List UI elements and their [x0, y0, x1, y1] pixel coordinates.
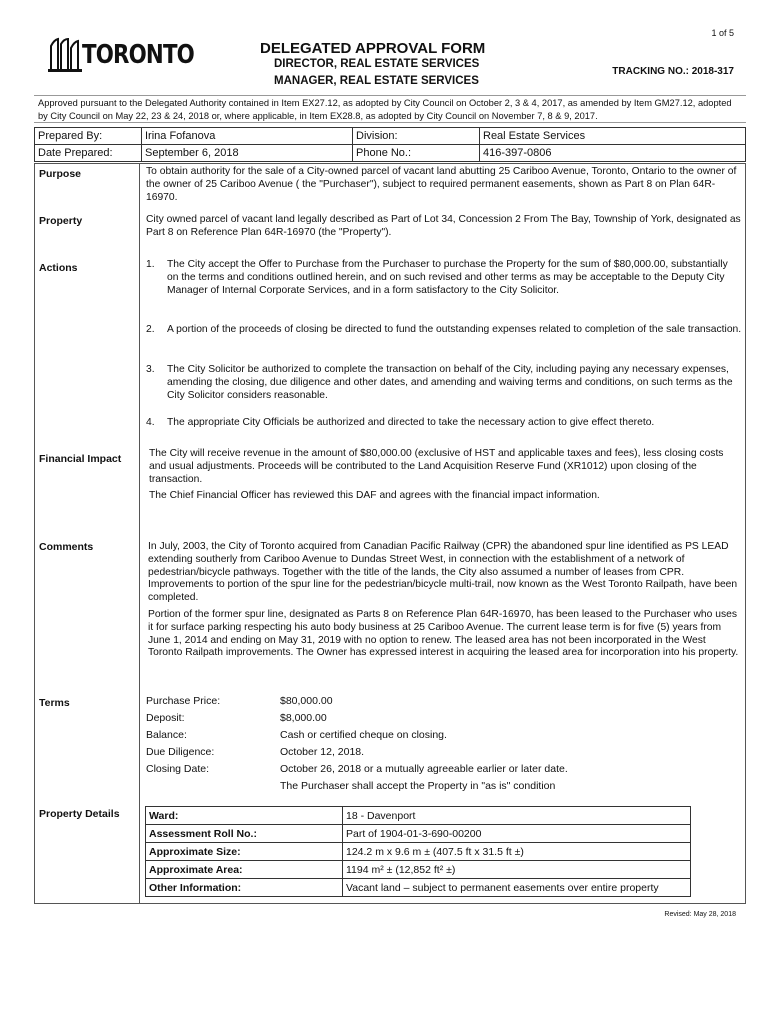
- term-value: $80,000.00: [280, 695, 333, 707]
- revised-date: Revised: May 28, 2018: [664, 911, 736, 918]
- action-item-1: [146, 259, 742, 297]
- purpose-text: To obtain authority for the sale of a City-owned parcel of vacant land abutting 25 Cariboo Avenue, Toronto, Ontario to the owner of the owner of 25 Cariboo Avenue ( the "Purchaser"), subject to required permanent easements, shown as Part 8 on Plan 64R-16970.: [146, 166, 737, 203]
- detail-value: 124.2 m x 9.6 m ± (407.5 ft x 31.5 ft ±): [343, 843, 691, 861]
- action-text: A portion of the proceeds of closing be directed to fund the outstanding expenses related to completion of the sale transaction.: [167, 324, 742, 335]
- comments-paragraph: Portion of the former spur line, designated as Parts 8 on Reference Plan 64R-16970, has been leased to the Purchaser who uses it for surface parking respecting his auto body business at 25 Cariboo Avenue. The current lease term is for five (5) years from June 1, 2014 and ending on May 31, 2019 with no option to renew. The leased area has not been incorporated in the West Toronto Railpath improvements. The Owner has expressed interest in acquiring the leased area for incorporation into his property.: [148, 608, 739, 659]
- detail-value: 1194 m² ± (12,852 ft² ±): [343, 861, 691, 879]
- term-key: Purchase Price:: [146, 695, 221, 707]
- table-row: [35, 128, 746, 145]
- term-value: October 26, 2018 or a mutually agreeable earlier or later date.: [280, 763, 568, 775]
- financial-impact-label: Financial Impact: [39, 453, 122, 465]
- action-text: The City Solicitor be authorized to complete the transaction on behalf of the City, including paying any necessary expenses, amending the closing, due diligence and other dates, and amending and waiving terms and conditions, on such terms as the City Solicitor considers reasonable.: [167, 364, 733, 401]
- action-number: 4.: [146, 417, 155, 428]
- table-row: [146, 807, 691, 825]
- table-row: [146, 861, 691, 879]
- phone-value: 416-397-0806: [480, 145, 746, 162]
- division-label: Division:: [353, 128, 480, 145]
- action-item-4: [146, 417, 742, 430]
- comments-paragraph: In July, 2003, the City of Toronto acquired from Canadian Pacific Railway (CPR) the abandoned spur line identified as PS LEAD extending southerly from Cariboo Avenue to Dundas Street West, in connection with the establishment of a network of pedestrian/bicycle pathways. Together with the title of the lands, the City also assumed a number of leases from CPR. Improvements to portion of the spur line for the pedestrian/bicycle multi-trail, now known as the West Toronto Railpath, have been completed.: [148, 541, 738, 604]
- comments-text: [148, 541, 742, 660]
- financial-impact-text: [149, 448, 741, 503]
- actions-label: Actions: [39, 262, 78, 274]
- phone-label: Phone No.:: [353, 145, 480, 162]
- term-value: October 12, 2018.: [280, 746, 365, 758]
- property-details-label: Property Details: [39, 808, 120, 820]
- date-prepared-value: September 6, 2018: [142, 145, 353, 162]
- action-number: 2.: [146, 324, 155, 335]
- action-number: 3.: [146, 364, 155, 375]
- tracking-number: TRACKING NO.: 2018-317: [612, 66, 734, 77]
- detail-value: Part of 1904-01-3-690-00200: [343, 825, 691, 843]
- term-key: Due Diligence:: [146, 746, 215, 758]
- comments-label: Comments: [39, 541, 94, 553]
- table-row: [35, 145, 746, 162]
- term-value: $8,000.00: [280, 712, 327, 724]
- toronto-logo: [48, 36, 194, 74]
- detail-key: Ward:: [146, 807, 343, 825]
- column-divider: [139, 164, 140, 903]
- property-text: City owned parcel of vacant land legally described as Part of Lot 34, Concession 2 From The Bay, Township of York, designated as Part 8 on Reference Plan 64R-16970 (the "Property").: [146, 214, 741, 238]
- approval-authority-text: Approved pursuant to the Delegated Authority contained in Item EX27.12, as adopted by City Council on October 2, 3 & 4, 2017, as amended by Item GM27.12, adopted by City Council on May 22, 23 & 24, 2018 or, where applicable, in Item EX28.8, as adopted by City Council on November 7, 8 & 9, 2017.: [34, 95, 746, 123]
- table-row: [146, 825, 691, 843]
- detail-key: Approximate Size:: [146, 843, 343, 861]
- terms-label: Terms: [39, 697, 70, 709]
- detail-value: 18 - Davenport: [343, 807, 691, 825]
- preparer-info-table: [34, 127, 746, 162]
- table-row: [146, 843, 691, 861]
- page-number: 1 of 5: [711, 28, 734, 38]
- financial-paragraph: The Chief Financial Officer has reviewed this DAF and agrees with the financial impact information.: [149, 490, 600, 502]
- action-text: The City accept the Offer to Purchase from the Purchaser to purchase the Property for the sum of $80,000.00, substantially on the terms and conditions outlined herein, and on such revised and other terms as may be acceptable to the Deputy City Manager of Internal Corporate Services, and in a form satisfactory to the City Solicitor.: [167, 259, 728, 296]
- action-number: 1.: [146, 259, 155, 270]
- purpose-label: Purpose: [39, 168, 82, 180]
- term-key: Deposit:: [146, 712, 185, 724]
- table-row: [146, 879, 691, 897]
- detail-value: Vacant land – subject to permanent easements over entire property: [343, 879, 691, 897]
- date-prepared-label: Date Prepared:: [35, 145, 142, 162]
- property-details-table: [145, 806, 691, 897]
- detail-key: Approximate Area:: [146, 861, 343, 879]
- term-value: The Purchaser shall accept the Property in "as is" condition: [280, 780, 556, 792]
- action-item-2: [146, 324, 742, 337]
- term-key: Closing Date:: [146, 763, 210, 775]
- property-label: Property: [39, 215, 83, 227]
- form-title: DELEGATED APPROVAL FORM: [260, 40, 486, 57]
- prepared-by-value: Irina Fofanova: [142, 128, 353, 145]
- term-value: Cash or certified cheque on closing.: [280, 729, 447, 741]
- detail-key: Other Information:: [146, 879, 343, 897]
- division-value: Real Estate Services: [480, 128, 746, 145]
- form-body: [34, 163, 746, 904]
- form-subtitle-director: DIRECTOR, REAL ESTATE SERVICES: [274, 58, 480, 70]
- action-item-3: [146, 364, 742, 402]
- action-text: The appropriate City Officials be authorized and directed to take the necessary action to give effect thereto.: [167, 417, 655, 428]
- prepared-by-label: Prepared By:: [35, 128, 142, 145]
- logo-wordmark: TORONTO: [82, 40, 194, 70]
- form-subtitle-manager: MANAGER, REAL ESTATE SERVICES: [274, 75, 479, 87]
- city-hall-icon: [48, 36, 82, 72]
- term-key: Balance:: [146, 729, 187, 741]
- financial-paragraph: The City will receive revenue in the amount of $80,000.00 (exclusive of HST and applicable taxes and fees), less closing costs and usual adjustments. Proceeds will be contributed to the Land Acquisition Reserve Fund (XR1012) upon closing of the transaction.: [149, 448, 724, 485]
- detail-key: Assessment Roll No.:: [146, 825, 343, 843]
